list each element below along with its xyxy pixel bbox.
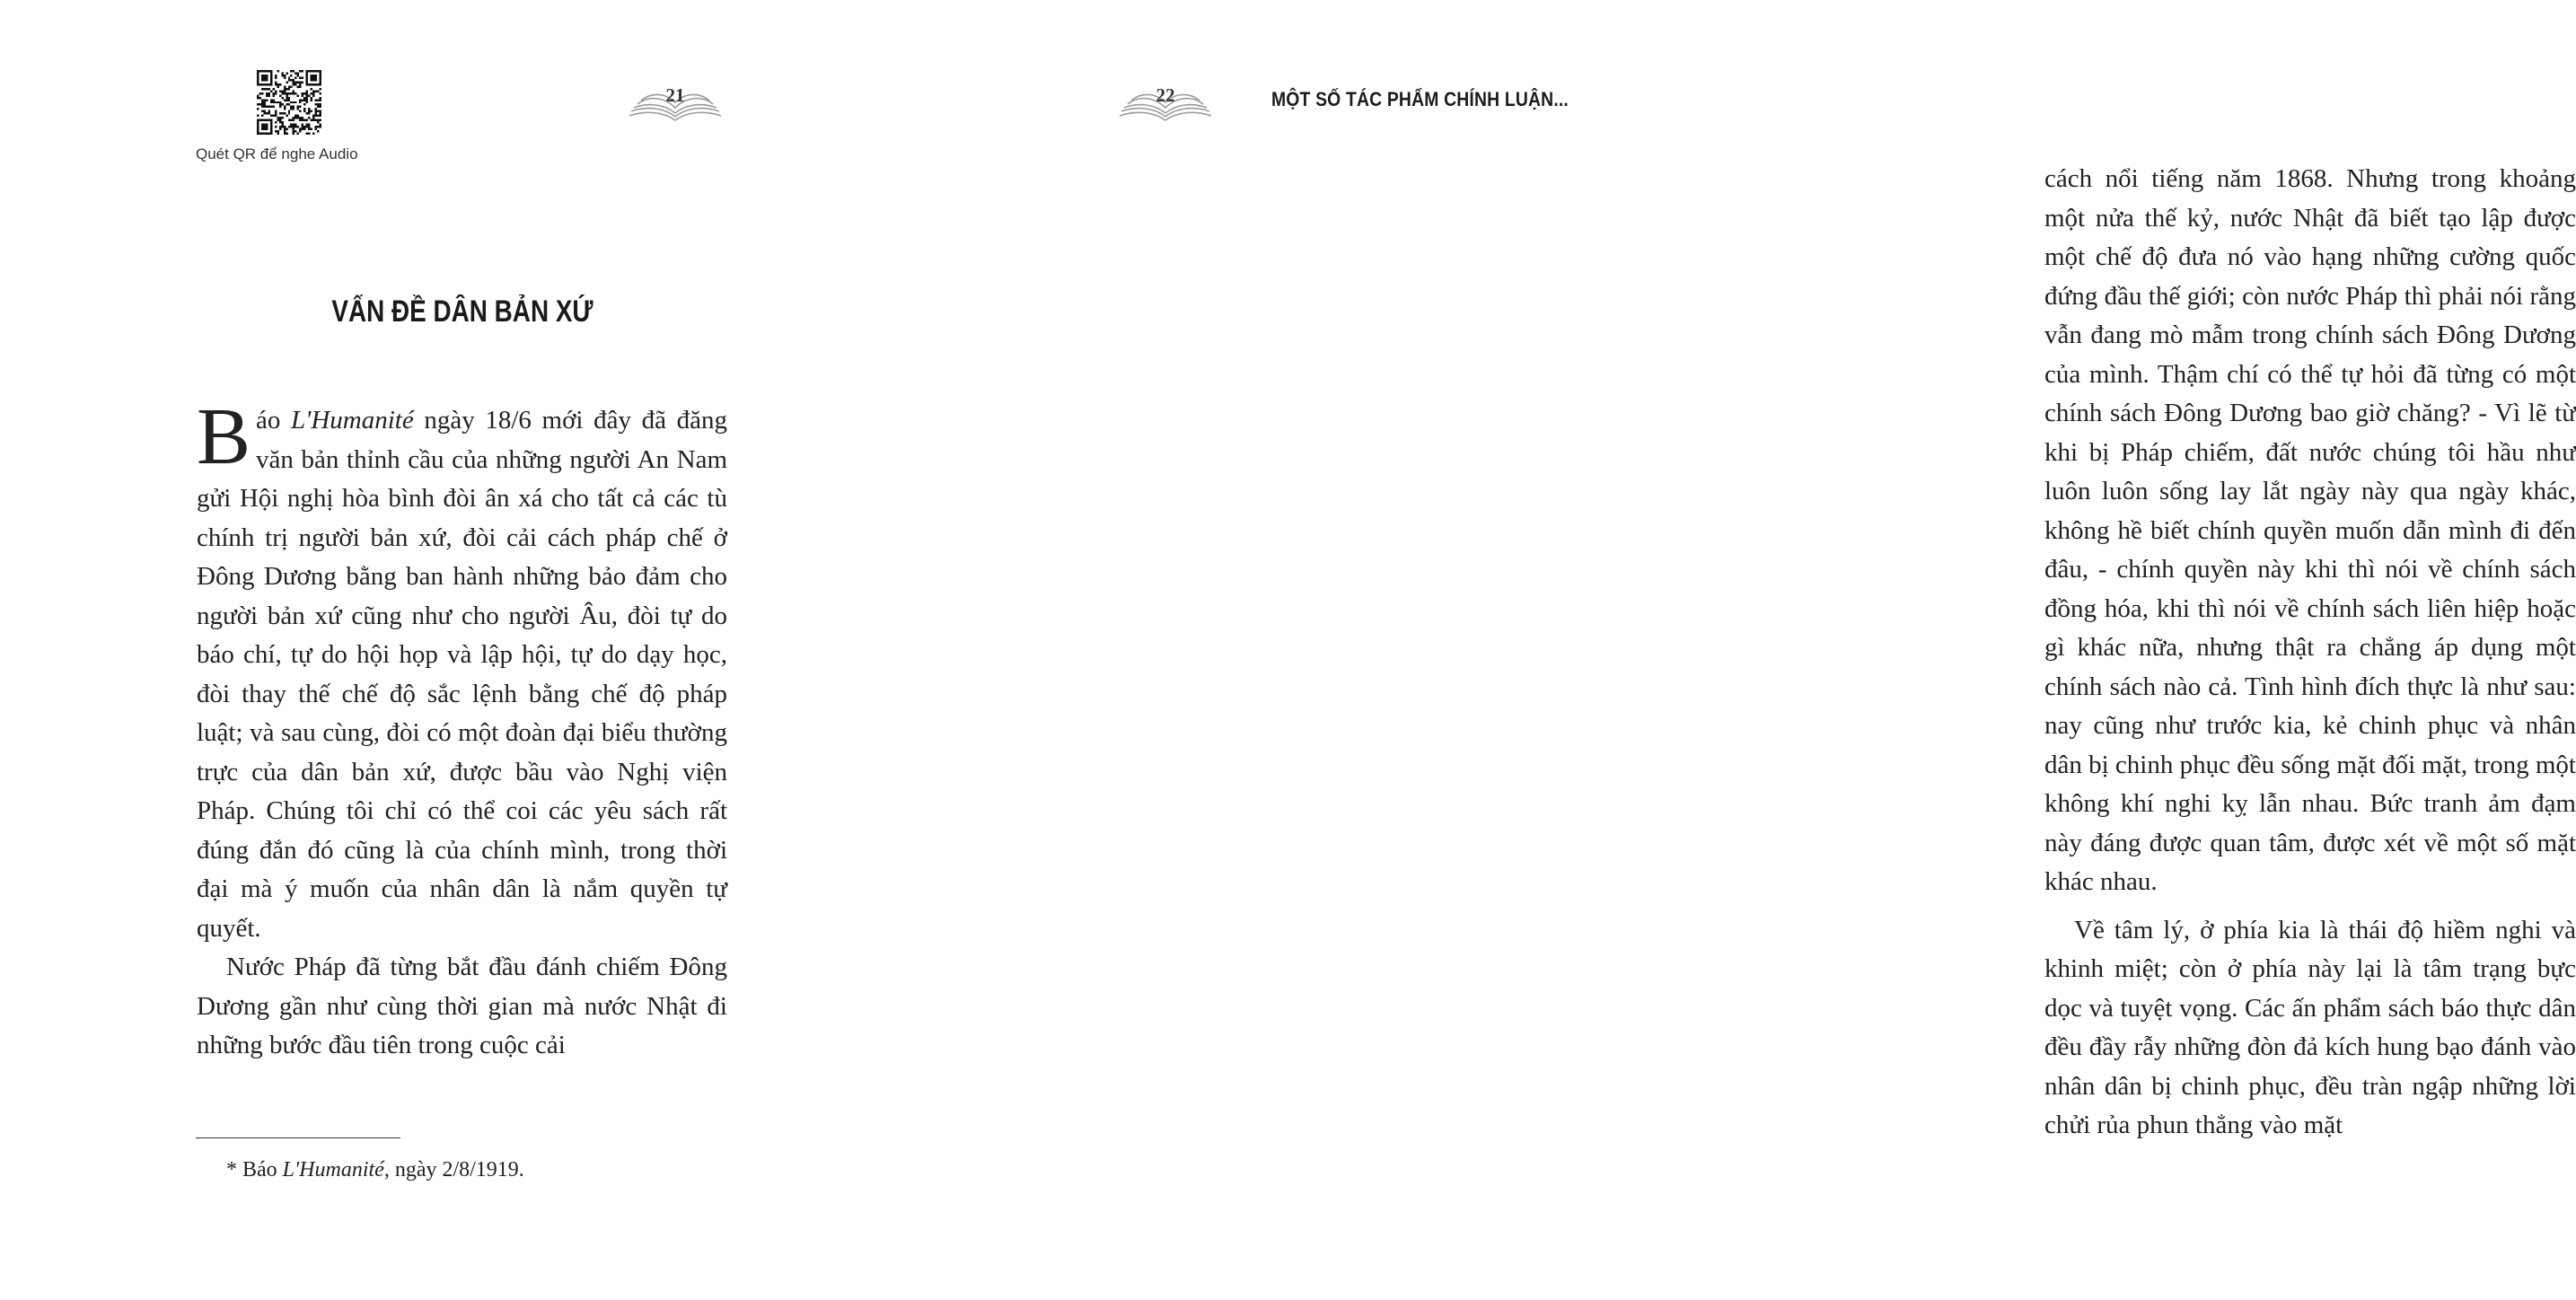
footnote-newspaper: L'Humanité: [282, 1158, 384, 1181]
footnote-prefix: * Báo: [226, 1158, 283, 1181]
qr-caption: Quét QR để nghe Audio: [196, 145, 358, 162]
page-number-text: 21: [665, 84, 685, 106]
paragraph-lead: áo: [256, 406, 292, 435]
chapter-title: VẤN ĐỀ DÂN BẢN XỨ: [331, 294, 593, 329]
footnote: [226, 1158, 524, 1182]
drop-cap: B: [197, 392, 251, 481]
paragraph: Nước Pháp đã từng bắt đầu đánh chiếm Đông Dương gần như cùng thời gian mà nước Nhật đi những bước đầu tiên trong cuộc cải: [197, 953, 727, 1059]
paragraph: cách nổi tiếng năm 1868. Nhưng trong khoảng một nửa thế kỷ, nước Nhật đã biết tạo lập được một chế độ đưa nó vào hạng những cường quốc đứng đầu thế giới; còn nước Pháp thì phải nói rằng vẫn đang mò mẫm trong chính sách Đông Dương của mình. Thậm chí có thể tự hỏi đã từng có một chính sách Đông Dương bao giờ chăng? - Vì lẽ từ khi bị Pháp chiếm, đất nước chúng tôi hầu như luôn luôn sống lay lắt ngày này qua ngày khác, không hề biết chính quyền muốn dẫn mình đi đến đâu, - chính quyền này khi thì nói về chính sách đồng hóa, khi thì nói về chính sách liên hiệp hoặc gì khác nữa, nhưng thật ra chẳng áp dụng một chính sách nào cả. Tình hình đích thực là như sau: nay cũng như trước kia, kẻ chinh phục và nhân dân bị chinh phục đều sống mặt đối mặt, trong một không khí nghi kỵ lẫn nhau. Bức tranh ảm đạm này đáng được quan tâm, được xét về một số mặt khác nhau.: [2044, 164, 2576, 896]
page-number-text: 22: [1156, 84, 1175, 106]
right-page: [919, 0, 2576, 1300]
qr-code-icon[interactable]: [257, 70, 321, 135]
right-body-text: [2044, 160, 2576, 1146]
running-head: MỘT SỐ TÁC PHẨM CHÍNH LUẬN...: [1271, 88, 1569, 110]
left-body-text: [197, 392, 727, 1066]
left-page: [0, 0, 919, 1300]
page-number-right: [1119, 77, 1212, 124]
newspaper-name: L'Humanité: [291, 406, 414, 435]
footnote-date: , ngày 2/8/1919.: [383, 1158, 524, 1181]
paragraph: Về tâm lý, ở phía kia là thái độ hiềm nghi và khinh miệt; còn ở phía này lại là tâm trạng bực dọc và tuyệt vọng. Các ấn phẩm sách báo thực dân đều đầy rẫy những đòn đả kích hung bạo đánh vào nhân dân bị chinh phục, đều tràn ngập những lời chửi rủa phun thẳng vào mặt: [2044, 915, 2576, 1139]
paragraph-rest: ngày 18/6 mới đây đã đăng văn bản thỉnh cầu của những người An Nam gửi Hội nghị hòa bình đòi ân xá cho tất cả các tù chính trị người bản xứ, đòi cải cách pháp chế ở Đông Dương bằng ban hành những bảo đảm cho người bản xứ cũng như cho người Âu, đòi tự do báo chí, tự do hội họp và lập hội, tự do dạy học, đòi thay thế chế độ sắc lệnh bằng chế độ pháp luật; và sau cùng, đòi có một đoàn đại biểu thường trực của dân bản xứ, được bầu vào Nghị viện Pháp. Chúng tôi chỉ có thể coi các yêu sách rất đúng đắn đó cũng là của chính mình, trong thời đại mà ý muốn của nhân dân là nắm quyền tự quyết.: [197, 406, 727, 943]
page-number-left: [629, 77, 722, 124]
paragraph: [197, 392, 727, 948]
